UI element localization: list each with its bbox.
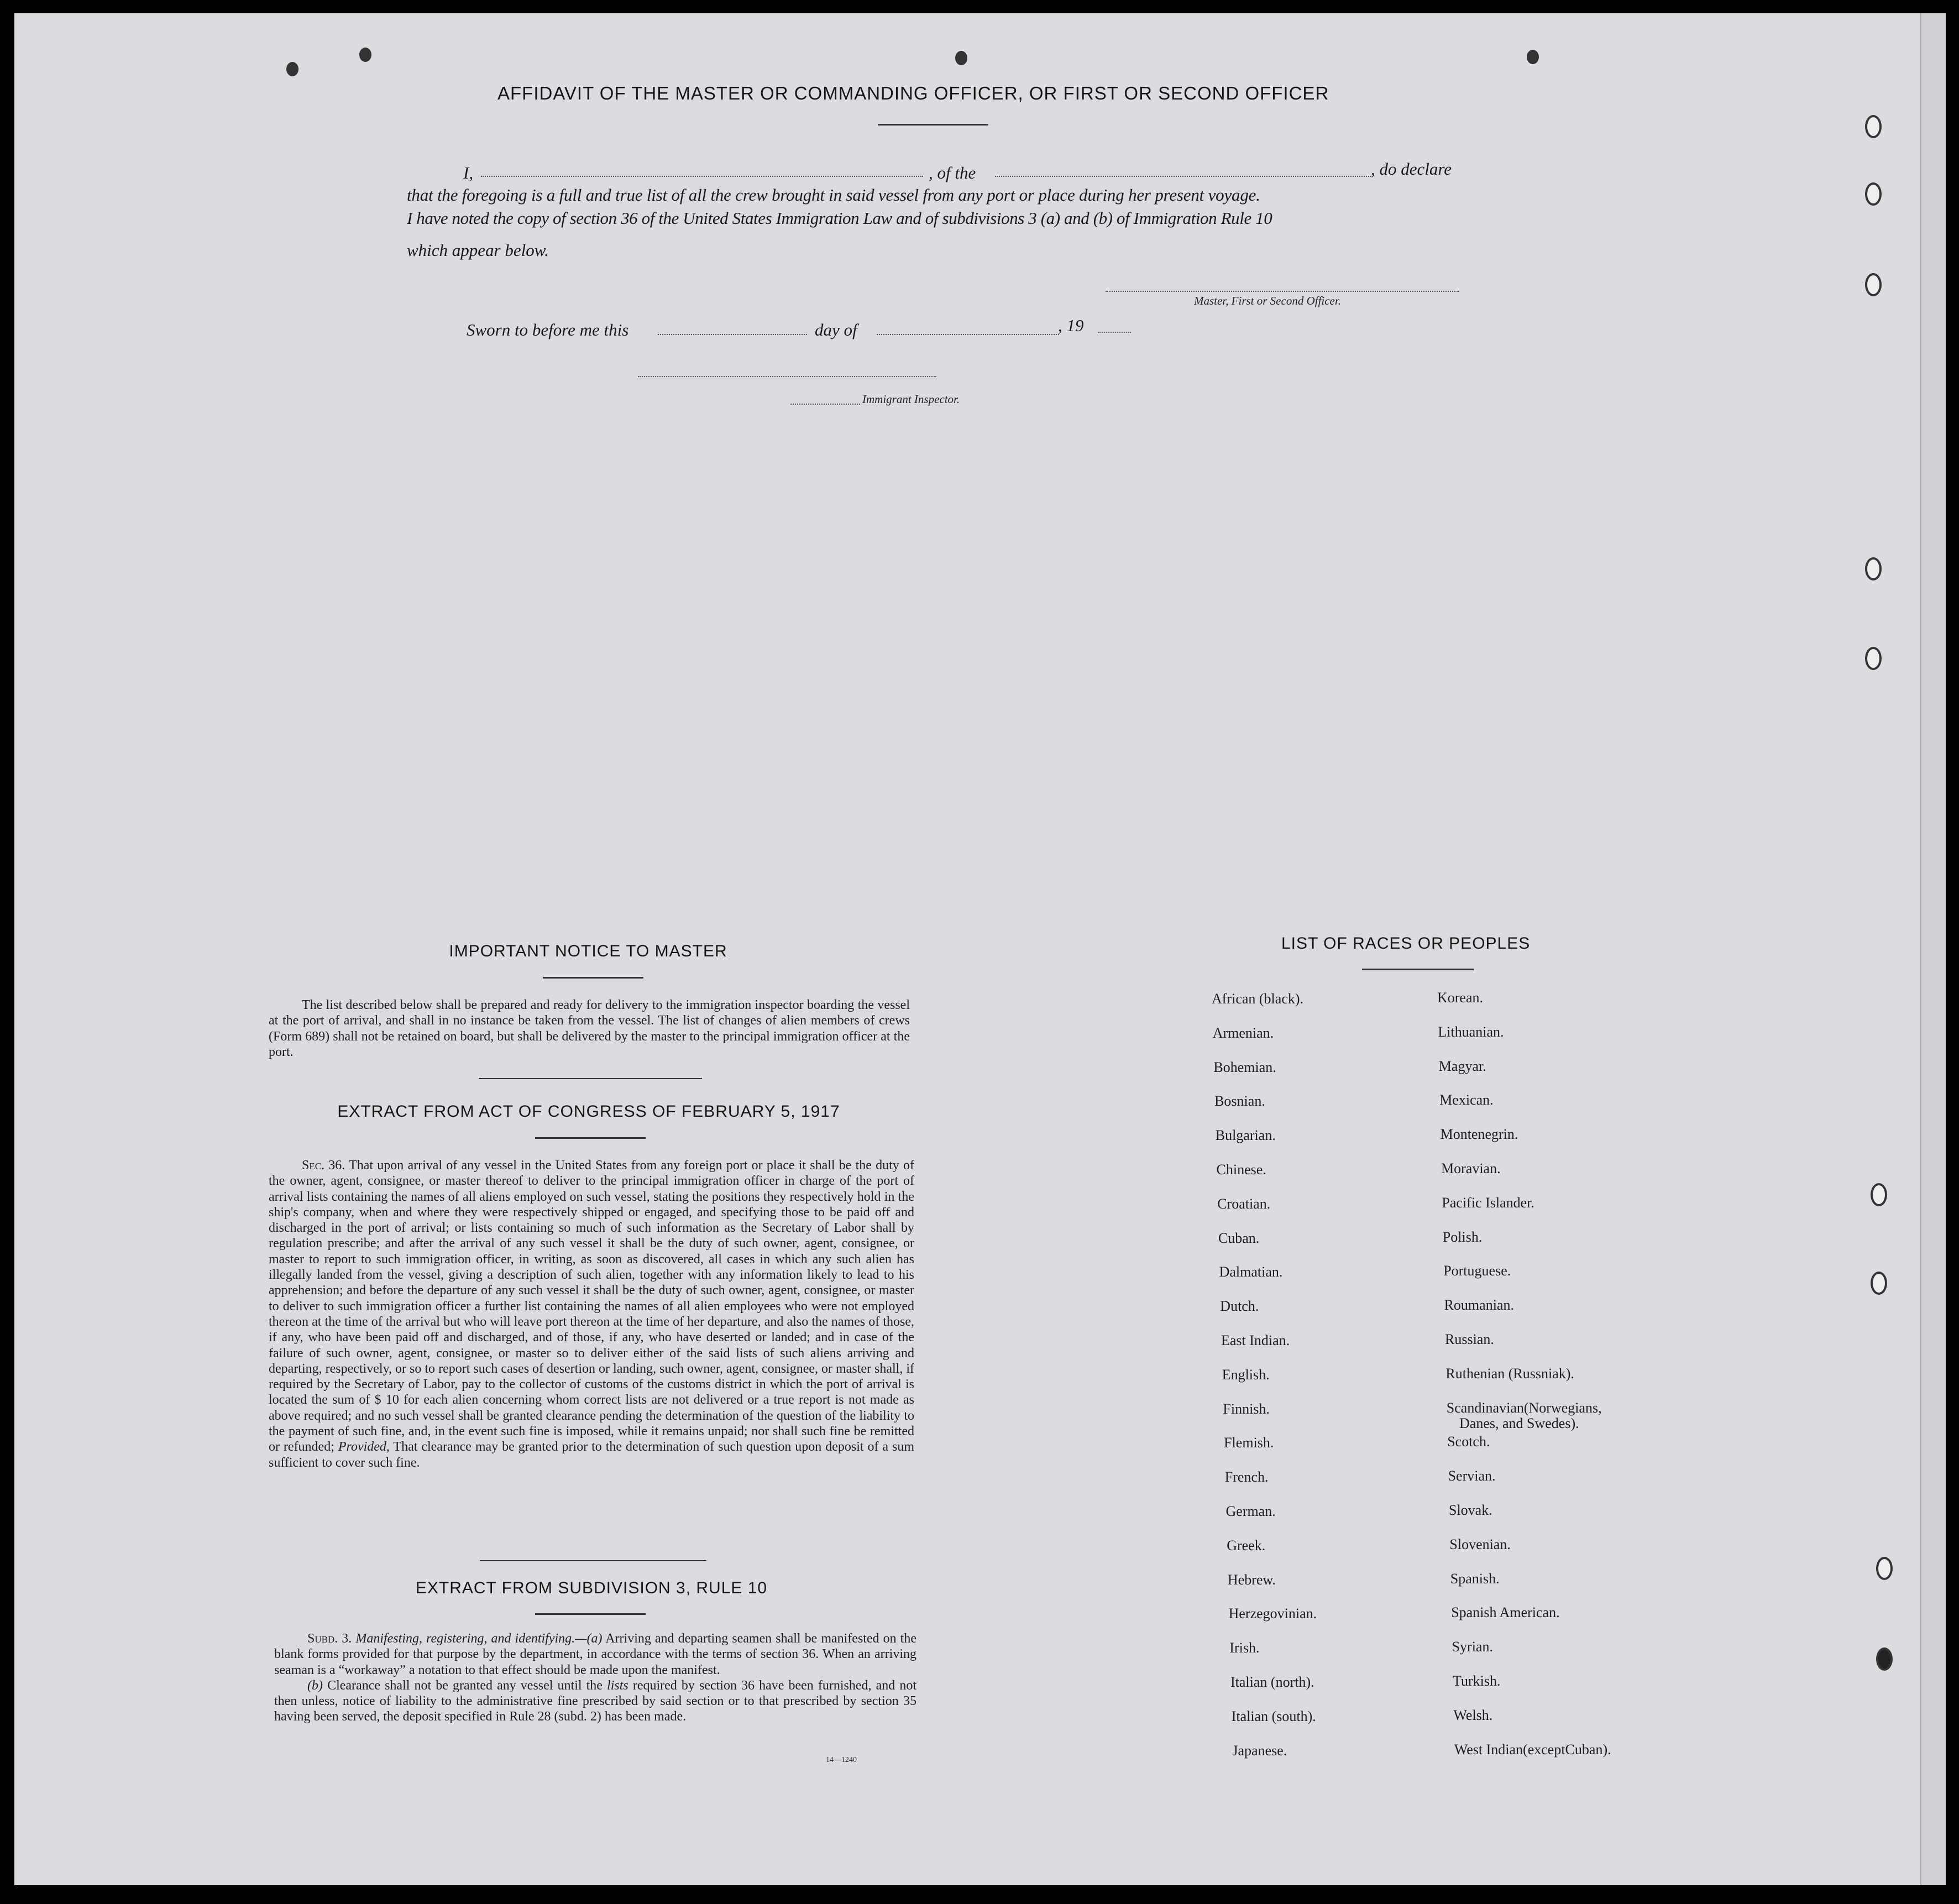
notice-body bbox=[269, 997, 910, 1060]
race-item: Cuban. bbox=[1218, 1230, 1260, 1246]
race-item: Danes, and Swedes). bbox=[1459, 1415, 1579, 1431]
punch-hole bbox=[1871, 1272, 1887, 1295]
affidavit-line-1: that the foregoing is a full and true list of all the crew brought in said vessel from any port or place during her present voyage. bbox=[407, 185, 1260, 205]
race-item: Lithuanian. bbox=[1438, 1023, 1504, 1040]
punch-hole bbox=[1871, 1183, 1887, 1206]
race-item: Italian (south). bbox=[1231, 1708, 1316, 1724]
vessel-blank[interactable] bbox=[995, 176, 1371, 177]
rule-para-b2: required by section 36 have been furnished, and not then unless, notice of liability to the administrative fine prescribed by said section or to that prescribed by section 35 having been served, the deposit specified in Rule 28 (subd. 2) has been made. bbox=[274, 1678, 917, 1724]
binder-hole bbox=[1527, 50, 1539, 64]
race-item: Flemish. bbox=[1224, 1435, 1274, 1451]
race-item: Polish. bbox=[1442, 1228, 1483, 1245]
year-label: , 19 bbox=[1058, 316, 1084, 335]
punch-hole bbox=[1865, 182, 1882, 206]
race-item: Scandinavian(Norwegians, bbox=[1446, 1399, 1602, 1416]
affidavit-line-2: I have noted the copy of section 36 of the United States Immigration Law and of subdivisions 3 (a) and (b) of Immigration Rule 10 bbox=[407, 208, 1272, 228]
divider bbox=[535, 1613, 646, 1615]
race-item: Finnish. bbox=[1223, 1400, 1270, 1417]
section-label: Sec. 36. bbox=[302, 1158, 345, 1173]
punch-hole bbox=[1876, 1647, 1893, 1671]
race-item: Chinese. bbox=[1216, 1162, 1266, 1178]
divider bbox=[878, 124, 988, 125]
affidavit-i-label: I, bbox=[463, 163, 474, 182]
affidavit-line-3: which appear below. bbox=[407, 240, 549, 260]
race-item: Magyar. bbox=[1438, 1058, 1486, 1074]
race-item: Spanish. bbox=[1450, 1570, 1500, 1587]
race-item: Korean. bbox=[1437, 990, 1484, 1006]
race-item: Ruthenian (Russniak). bbox=[1445, 1365, 1574, 1382]
race-item: Irish. bbox=[1229, 1640, 1260, 1656]
divider bbox=[479, 1078, 702, 1079]
act-text: That upon arrival of any vessel in the United States from any foreign port or place it shall be the duty of the owner, agent, consignee, or master thereof to deliver to the principal immigration officer in charge of the port of arrival lists containing the names of all aliens employed on such vessel, stating the positions they respectively hold in the ship's company, when and where they were respectively shipped or engaged, and specifying those to be paid off and discharged in the port of arrival; or lists containing so much of such information as the Secretary of Labor shall by regulation prescribe; and after the arrival of any such vessel it shall be the duty of such owner, agent, consignee, or master to report to such immigration officer, in writing, as soon as discovered, all cases in which any such alien has illegally landed from the vessel, giving a description of such alien, together with any information likely to lead to his apprehension; and before the departure of any such vessel it shall be the duty of such owner, agent, consignee, or master to deliver to such immigration officer a further list containing the names of all alien employees who were not employed thereon at the time of the arrival but who will leave port thereon at the time of her departure, and also the names of those, if any, who have been paid off and discharged, and of those, if any, who have deserted or landed; and in case of the failure of such owner, agent, consignee, or master so to deliver either of the said lists of such aliens arriving and departing, respectively, or so to report such cases of desertion or landing, such owner, agent, consignee, or master shall, if required by the Secretary of Labor, pay to the collector of customs of the customs district in which the port of arrival is located the sum of $ 10 for each alien concerning whom correct lists are not delivered or a true report is not made as above required; and no such vessel shall be granted clearance pending the determination of the question of the liability to the payment of such fine, and, in the event such fine is imposed, while it remains unpaid; nor shall such fine be remitted or refunded; bbox=[269, 1158, 914, 1455]
race-item: Mexican. bbox=[1439, 1092, 1494, 1108]
subd-label: Subd. 3. bbox=[307, 1631, 352, 1646]
act-text-end: That clearance may be granted prior to the determination of such question upon deposit of a sum sufficient to cover such fine. bbox=[269, 1440, 915, 1470]
punch-hole bbox=[1865, 273, 1882, 296]
page-edge bbox=[1920, 13, 1946, 1885]
race-item: Slovenian. bbox=[1449, 1536, 1511, 1552]
race-item: Greek. bbox=[1227, 1537, 1266, 1553]
race-item: English. bbox=[1222, 1366, 1270, 1383]
inspector-signature-line[interactable] bbox=[638, 376, 936, 377]
race-item: Hebrew. bbox=[1227, 1571, 1276, 1588]
race-item: Armenian. bbox=[1212, 1024, 1274, 1041]
race-item: African (black). bbox=[1212, 991, 1304, 1007]
race-item: Turkish. bbox=[1453, 1673, 1501, 1689]
race-item: Dutch. bbox=[1220, 1298, 1259, 1315]
form-number: 14—1240 bbox=[826, 1756, 857, 1764]
race-item: Bulgarian. bbox=[1215, 1127, 1276, 1144]
year-blank[interactable] bbox=[1098, 332, 1131, 333]
race-item: Russian. bbox=[1445, 1331, 1494, 1347]
affidavit-title: AFFIDAVIT OF THE MASTER OR COMMANDING OFFICER, OR FIRST OR SECOND OFFICER bbox=[497, 83, 1329, 103]
race-item: Dalmatian. bbox=[1219, 1264, 1283, 1280]
binder-hole bbox=[955, 51, 967, 65]
inspector-label: Immigrant Inspector. bbox=[862, 393, 960, 406]
rule-body bbox=[274, 1631, 916, 1725]
rule-title: EXTRACT FROM SUBDIVISION 3, RULE 10 bbox=[415, 1579, 768, 1597]
sworn-label: Sworn to before me this bbox=[467, 320, 629, 339]
month-blank[interactable] bbox=[877, 334, 1059, 335]
race-item: Welsh. bbox=[1453, 1707, 1493, 1723]
race-item: German. bbox=[1225, 1503, 1276, 1519]
race-item: Italian (north). bbox=[1230, 1674, 1314, 1690]
document-page bbox=[14, 13, 1920, 1885]
race-item: Syrian. bbox=[1452, 1639, 1493, 1655]
master-signature-line[interactable] bbox=[1106, 291, 1459, 292]
b-label: (b) bbox=[307, 1678, 323, 1693]
divider bbox=[535, 1137, 646, 1139]
race-item: Herzegovinian. bbox=[1228, 1605, 1317, 1622]
inspector-dots bbox=[790, 404, 860, 405]
divider bbox=[1362, 969, 1474, 970]
race-item: Portuguese. bbox=[1443, 1263, 1511, 1279]
punch-hole bbox=[1876, 1557, 1893, 1580]
races-title: LIST OF RACES OR PEOPLES bbox=[1281, 934, 1531, 953]
divider bbox=[480, 1560, 706, 1561]
race-item: East Indian. bbox=[1221, 1332, 1290, 1348]
rule-para-b1: Clearance shall not be granted any vessel until the bbox=[327, 1678, 603, 1693]
subd-title: Manifesting, registering, and identifying.—(a) bbox=[355, 1631, 603, 1646]
punch-hole bbox=[1865, 115, 1882, 138]
race-item: Moravian. bbox=[1441, 1160, 1501, 1176]
act-title: EXTRACT FROM ACT OF CONGRESS OF FEBRUARY 5, 1917 bbox=[337, 1102, 840, 1121]
punch-hole bbox=[1865, 647, 1882, 670]
race-item: West Indian(exceptCuban). bbox=[1454, 1741, 1611, 1757]
race-item: Spanish American. bbox=[1451, 1604, 1560, 1621]
race-item: Scotch. bbox=[1447, 1434, 1490, 1450]
race-item: French. bbox=[1224, 1469, 1269, 1485]
day-of-label: day of bbox=[815, 320, 857, 339]
notice-title: IMPORTANT NOTICE TO MASTER bbox=[449, 942, 727, 960]
race-item: Montenegrin. bbox=[1440, 1126, 1518, 1143]
binder-hole bbox=[286, 62, 298, 76]
act-body bbox=[269, 1158, 914, 1471]
day-blank[interactable] bbox=[658, 334, 807, 335]
provided-word: Provided, bbox=[338, 1440, 390, 1455]
race-item: Bosnian. bbox=[1214, 1093, 1265, 1110]
race-item: Slovak. bbox=[1449, 1502, 1492, 1518]
master-signature-label: Master, First or Second Officer. bbox=[1194, 294, 1341, 307]
rule-para-a: Arriving and departing seamen shall be manifested on the blank forms provided for that purpose by the department, in accordance with the terms of section 36. When an arriving seaman is a “workaway” a notation to that effect should be made upon the manifest. bbox=[274, 1631, 917, 1677]
race-item: Pacific Islander. bbox=[1442, 1194, 1534, 1211]
binder-hole bbox=[359, 48, 371, 62]
notice-paragraph: The list described below shall be prepared and ready for delivery to the immigration inspector boarding the vessel at the port of arrival, and shall in no instance be taken from the vessel. The list of changes of alien members of crews (Form 689) shall not be retained on board, but shall be delivered by the master to the principal immigration officer at the port. bbox=[269, 998, 910, 1059]
lists-word: lists bbox=[607, 1678, 628, 1693]
name-blank[interactable] bbox=[481, 176, 923, 177]
punch-hole bbox=[1865, 557, 1882, 580]
affidavit-of-the: , of the bbox=[929, 163, 976, 182]
race-item: Roumanian. bbox=[1444, 1297, 1514, 1314]
race-item: Croatian. bbox=[1217, 1195, 1271, 1212]
affidavit-do-declare: , do declare bbox=[1371, 159, 1452, 179]
race-item: Servian. bbox=[1448, 1468, 1496, 1484]
race-item: Japanese. bbox=[1232, 1742, 1287, 1759]
race-item: Bohemian. bbox=[1213, 1059, 1276, 1075]
divider bbox=[543, 977, 643, 979]
